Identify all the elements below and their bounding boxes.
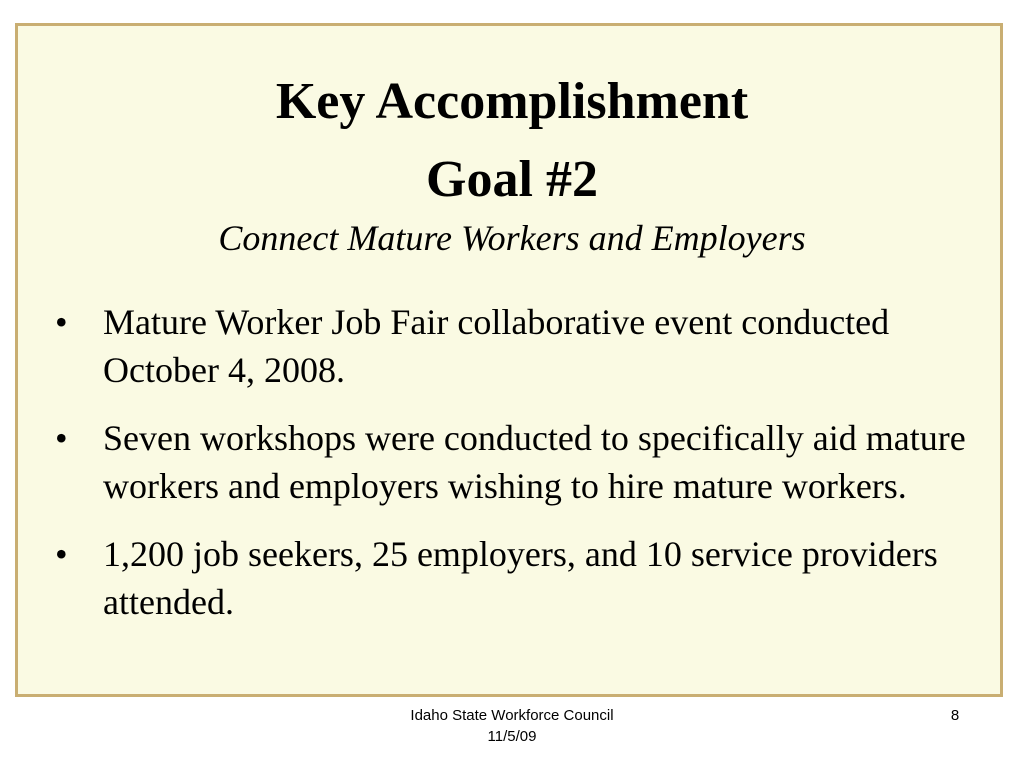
bullet-text: 1,200 job seekers, 25 employers, and 10 service providers attended.: [103, 534, 938, 622]
bullet-text: Seven workshops were conducted to specifically aid mature workers and employers wishing to hire mature workers.: [103, 418, 966, 506]
bullet-icon: •: [55, 302, 68, 342]
page-number: 8: [950, 707, 960, 724]
bullet-icon: •: [55, 534, 68, 574]
bullet-item: [55, 414, 985, 510]
bullet-item: [55, 530, 985, 626]
bullet-icon: •: [55, 418, 68, 458]
footer: [0, 705, 1024, 747]
footer-organization: Idaho State Workforce Council: [410, 707, 614, 724]
bullet-item: [55, 298, 985, 394]
slide-title-goal: Goal #2: [426, 151, 598, 208]
bullet-text: Mature Worker Job Fair collaborative event conducted October 4, 2008.: [103, 302, 890, 390]
slide-subtitle: Connect Mature Workers and Employers: [218, 218, 806, 258]
bullet-list: [55, 298, 985, 646]
slide-title: Key Accomplishment: [275, 73, 749, 130]
footer-date: 11/5/09: [487, 728, 537, 745]
